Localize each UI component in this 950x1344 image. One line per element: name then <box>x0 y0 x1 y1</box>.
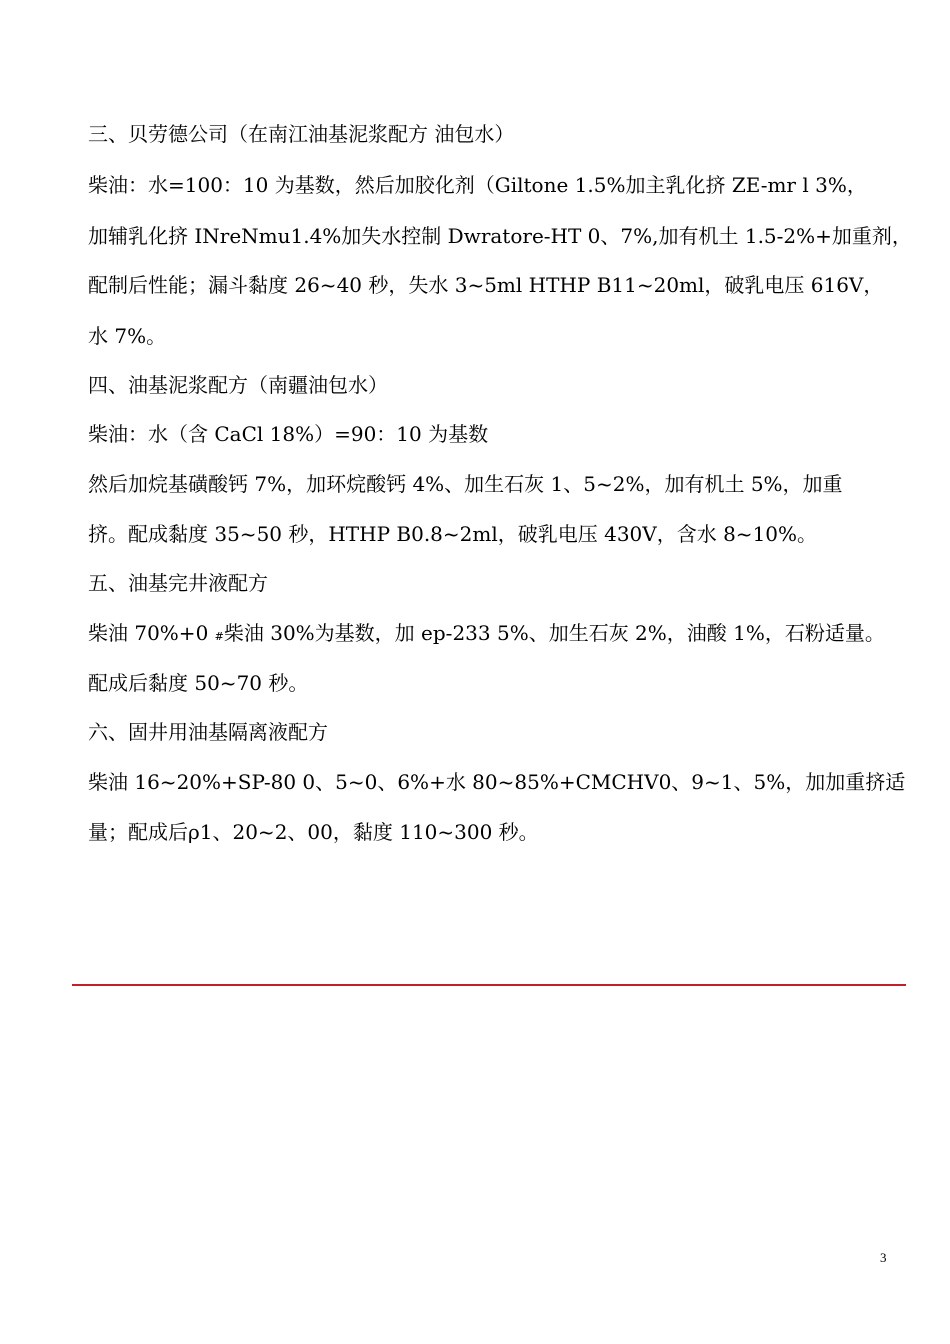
paragraph-line: 然后加烷基磺酸钙 7%，加环烷酸钙 4%、加生石灰 1、5~2%，加有机土 5%，加重 <box>88 472 843 496</box>
paragraph-line: 水 7%。 <box>88 324 167 348</box>
paragraph-line: 挤。配成黏度 35~50 秒，HTHP B0.8~2ml，破乳电压 430V，含水 8~10%。 <box>88 522 818 546</box>
paragraph-line: 柴油：水=100：10 为基数，然后加胶化剂（Giltone 1.5%加主乳化挤 ZE-mr l 3%， <box>88 173 867 197</box>
paragraph-line: 柴油 16~20%+SP-80 0、5~0、6%+水 80~85%+CMCHV0、9~1、5%，加加重挤适 <box>88 770 906 794</box>
page-number: 3 <box>880 1250 887 1265</box>
paragraph-line: 量；配成后ρ1、20~2、00，黏度 110~300 秒。 <box>88 820 539 844</box>
section-heading-3: 三、贝劳德公司（在南江油基泥浆配方 油包水） <box>88 122 515 146</box>
paragraph-line: 加辅乳化挤 INreNmu1.4%加失水控制 Dwratore-HT 0、7%,加有机土 1.5-2%+加重剂， <box>88 224 912 248</box>
paragraph-line: 配成后黏度 50~70 秒。 <box>88 671 309 695</box>
section-heading-4: 四、油基泥浆配方（南疆油包水） <box>88 373 388 397</box>
footer-divider <box>72 984 906 986</box>
line-start: 柴油 70%+0 <box>88 621 215 645</box>
paragraph-line <box>88 619 908 651</box>
line-rest: 柴油 30%为基数，加 ep-233 5%、加生石灰 2%，油酸 1%，石粉适量。 <box>223 621 885 645</box>
paragraph-line: 柴油：水（含 CaCl 18%）=90：10 为基数 <box>88 422 489 446</box>
small-mark: # <box>214 630 224 643</box>
section-heading-6: 六、固井用油基隔离液配方 <box>88 720 328 744</box>
section-heading-5: 五、油基完井液配方 <box>88 571 268 595</box>
paragraph-line: 配制后性能；漏斗黏度 26~40 秒，失水 3~5ml HTHP B11~20ml，破乳电压 616V， <box>88 273 884 297</box>
